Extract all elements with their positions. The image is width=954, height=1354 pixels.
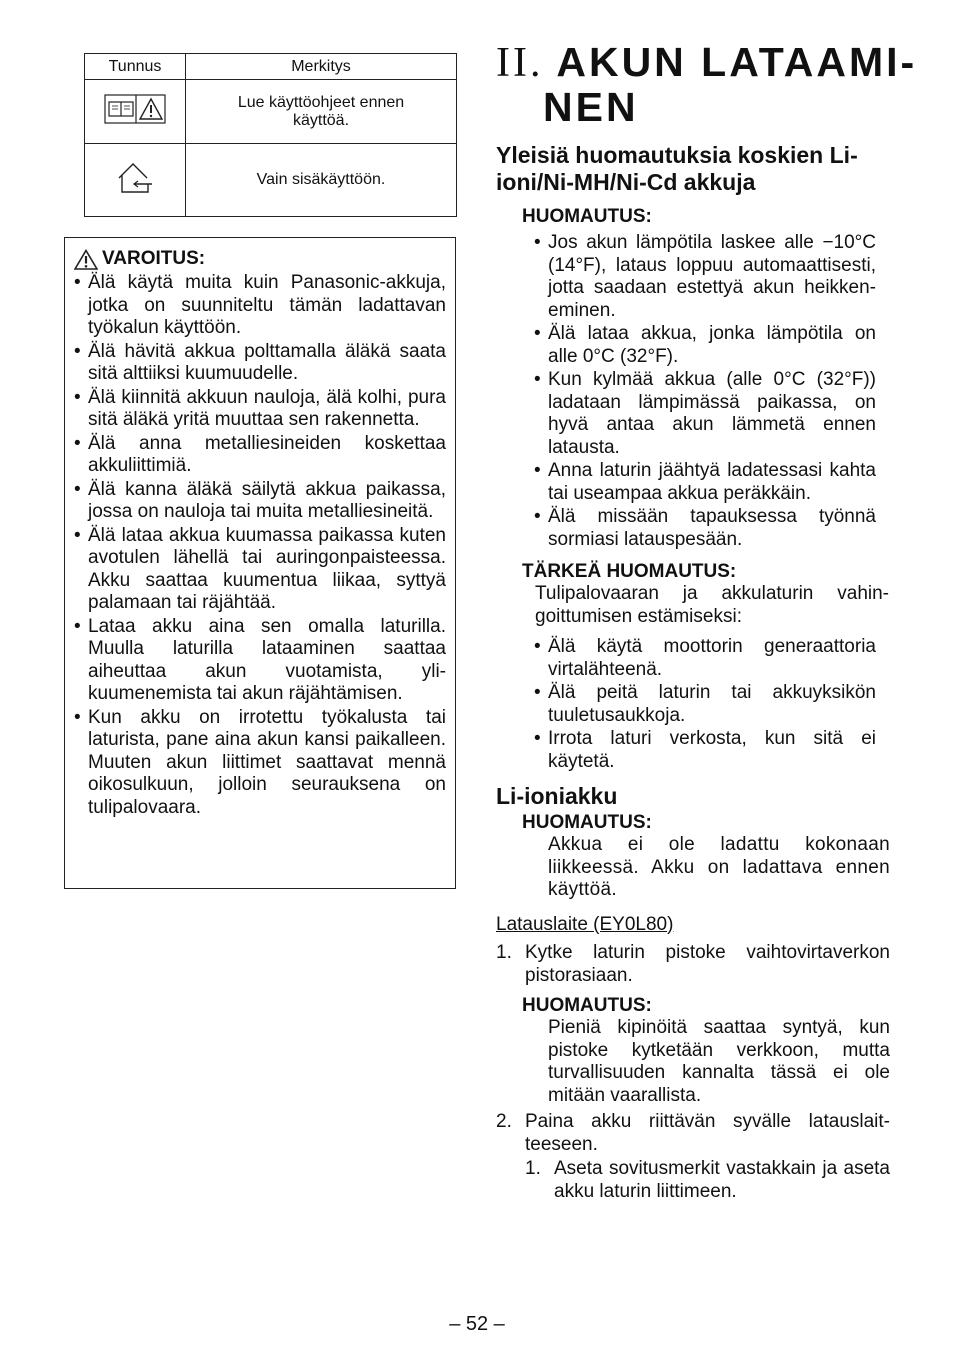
section-title-line2: NEN [543, 84, 639, 130]
liion-heading: Li-ioniakku [496, 783, 618, 809]
list-item: • Älä lataa akkua, jonka lämpötila on alle 0°C (32°F). [534, 323, 876, 368]
indoor-house-icon [116, 161, 154, 195]
list-item: • Älä käytä muita kuin Panasonic-akkuja, jotka on suunniteltu tämän ladattavan työkalun käyttöön. [74, 272, 446, 340]
step-number: 2. [496, 1111, 512, 1132]
warning-title: VAROITUS: [102, 248, 206, 269]
header-symbol: Tunnus [85, 54, 186, 80]
symbol-meaning-1: Lue käyttöohjeet ennen käyttöä. [186, 80, 457, 144]
important-intro: Tulipalovaaran ja akkulaturin vahingoittumisen estämiseksi: [535, 583, 889, 627]
manual-book-icon [104, 94, 166, 124]
step-number: 1. [496, 942, 512, 963]
list-item: • Älä missään tapauksessa työnnä sormiasi latauspesään. [534, 506, 876, 551]
step-text: Kytke laturin pistoke vaihtovirtaverkon pistorasiaan. [525, 942, 890, 986]
step1-note-text: Pieniä kipinöitä saattaa syntyä, kun pistoke kytketään verkkoon, mutta turvallisuuden kannalta tässä ei ole mitään vaarallista. [548, 1017, 890, 1106]
page-number: – 52 – [449, 1313, 505, 1335]
list-item: • Älä kanna äläkä säilytä akkua paikassa, jossa on nauloja tai muita metalliesineitä. [74, 479, 446, 524]
liion-note-label: HUOMAUTUS: [522, 812, 652, 833]
list-item: • Anna laturin jäähtyä ladatessasi kahta tai useampaa akkua peräkkäin. [534, 460, 876, 505]
warning-box [64, 237, 456, 889]
list-item: • Jos akun lämpötila laskee alle −10°C (14°F), lataus loppuu automaattisesti, jotta saadaan estettyä akun heikkeneminen. [534, 232, 876, 322]
warning-list [74, 272, 446, 819]
section-title-line1: AKUN LATAAMI- [556, 39, 918, 85]
charger-label: Latauslaite (EY0L80) [496, 913, 674, 935]
important-list [534, 636, 876, 773]
warning-heading [74, 248, 446, 270]
subtitle: Yleisiä huomautuksia koskien Li-ioni/Ni-MH/Ni-Cd akkuja [496, 142, 858, 195]
warning-triangle-icon [74, 249, 98, 270]
section-title [496, 40, 917, 129]
important-label: TÄRKEÄ HUOMAUTUS: [522, 561, 737, 582]
header-meaning: Merkitys [186, 54, 457, 80]
step-text: Paina akku riittävän syvälle latauslaitteeseen. [525, 1111, 890, 1155]
step-2 [496, 1111, 890, 1156]
step1-note-label: HUOMAUTUS: [522, 995, 652, 1016]
symbol-cell-indoor [85, 144, 186, 217]
step-1 [496, 942, 890, 987]
step-number: 1. [525, 1158, 541, 1179]
list-item: • Älä anna metalliesineiden koskettaa akkuliittimiä. [74, 433, 446, 478]
list-item: • Älä peitä laturin tai akkuyksikön tuuletusaukkoja. [534, 682, 876, 727]
symbol-table [84, 53, 457, 217]
note-list [534, 232, 876, 551]
symbol-meaning-2: Vain sisäkäyttöön. [186, 144, 457, 217]
step-2-sub-1 [525, 1158, 890, 1203]
list-item: • Älä hävitä akkua polttamalla äläkä saata sitä alttiiksi kuumuudelle. [74, 341, 446, 386]
list-item: • Lataa akku aina sen omalla laturilla. Muulla laturilla lataaminen saattaa aiheuttaa akun vuotamista, ylikuumenemista tai akun räjähtämisen. [74, 616, 446, 706]
list-item: • Älä lataa akkua kuumassa paikassa kuten avotulen lähellä tai auringonpaisteessa. Akku saattaa kuumentua liikaa, syttyä palamaan tai räjähtää. [74, 525, 446, 615]
liion-note-text: Akkua ei ole ladattu kokonaan liikkeessä. Akku on ladattava ennen käyttöä. [548, 834, 890, 900]
note-label: HUOMAUTUS: [522, 206, 652, 227]
step-text: Aseta sovitusmerkit vastakkain ja aseta akku laturin liittimeen. [554, 1158, 890, 1202]
right-content [496, 142, 896, 1203]
list-item: • Kun akku on irrotettu työkalusta tai laturista, pane aina akun kansi paikalleen. Muuten akun liittimet saattavat mennä oikosulkuun, jolloin seurauksena on tulipalovaara. [74, 707, 446, 820]
section-roman: II. [496, 40, 544, 86]
list-item: • Älä kiinnitä akkuun nauloja, älä kolhi, pura sitä äläkä yritä muuttaa sen rakennetta. [74, 387, 446, 432]
symbol-cell-manual [85, 80, 186, 144]
list-item: • Älä käytä moottorin generaattoria virtalähteenä. [534, 636, 876, 681]
list-item: • Kun kylmää akkua (alle 0°C (32°F)) ladataan lämpimässä paikassa, on hyvä antaa akun lämmetä ennen latausta. [534, 369, 876, 459]
list-item: • Irrota laturi verkosta, kun sitä ei käytetä. [534, 728, 876, 773]
